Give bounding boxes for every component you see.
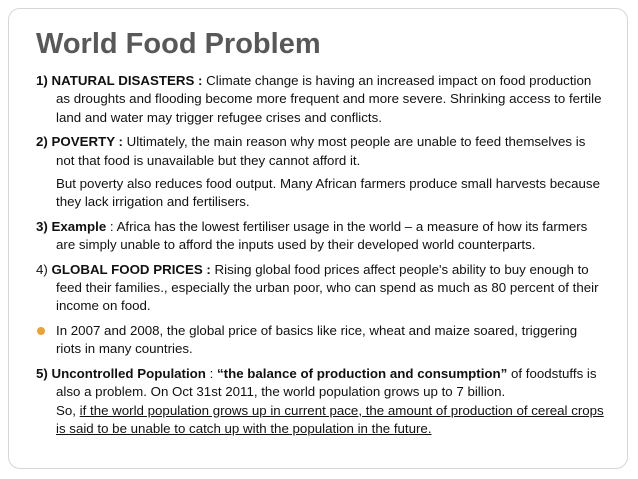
poverty-line3: But poverty also reduces food output. Many African farmers produce small harvests because <box>56 176 600 192</box>
poverty-line4: they lack irrigation and fertilisers. <box>56 194 250 210</box>
global-food-prices-text: Rising global food prices affect people's ability to buy enough to <box>210 261 589 277</box>
global-food-prices-prefix: 4) <box>36 261 52 277</box>
bullet-item-price-riots <box>36 322 604 359</box>
population-line3-prefix: So, <box>56 402 80 418</box>
natural-disasters-text: Climate change is having an increased impact on food production <box>202 73 592 88</box>
natural-disasters-line3: land and water may trigger refugee crises and conflicts. <box>56 109 382 125</box>
poverty-label: 2) POVERTY : <box>36 134 123 150</box>
population-line3 <box>56 402 604 420</box>
population-line4 <box>56 420 604 438</box>
global-food-prices-label: GLOBAL FOOD PRICES : <box>51 261 211 277</box>
slide-content <box>36 72 604 444</box>
global-food-prices-line3: income on food. <box>56 298 151 314</box>
slide-title: World Food Problem <box>36 28 321 60</box>
natural-disasters-label: 1) NATURAL DISASTERS : <box>36 73 203 88</box>
paragraph-global-food-prices <box>36 261 604 316</box>
poverty-line2: not that food is unavailable but they cannot afford it. <box>56 152 361 168</box>
price-riots-line2: riots in many countries. <box>56 341 193 357</box>
example-text: : Africa has the lowest fertiliser usage in the world – a measure of how its farmers <box>106 218 588 234</box>
paragraph-natural-disasters <box>36 72 604 127</box>
bullet-dot-icon <box>37 327 45 335</box>
paragraph-poverty <box>36 133 604 212</box>
paragraph-uncontrolled-population <box>36 365 604 439</box>
population-line3-underlined: if the world population grows up in current pace, the amount of production of cereal crops <box>79 402 604 418</box>
population-line4-underlined: is said to be unable to catch up with the population in the future. <box>56 420 432 436</box>
population-quote: “the balance of production and consumption” <box>217 365 508 381</box>
population-text: of foodstuffs is <box>507 365 597 381</box>
example-line2: are simply unable to afford the inputs used by their developed world counterparts. <box>56 237 536 253</box>
population-sep: : <box>205 365 217 381</box>
paragraph-example <box>36 218 604 255</box>
global-food-prices-line2: feed their families., especially the urban poor, who can spend as much as 80 percent of their <box>56 280 599 296</box>
population-line2: also a problem. On Oct 31st 2011, the world population grows up to 7 billion. <box>56 384 506 400</box>
natural-disasters-line2: as droughts and flooding become more frequent and more severe. Shrinking access to fertile <box>56 91 602 107</box>
example-label: 3) Example <box>36 218 107 234</box>
price-riots-line1: In 2007 and 2008, the global price of basics like rice, wheat and maize soared, triggering <box>56 322 578 338</box>
population-label: 5) Uncontrolled Population <box>36 365 206 381</box>
poverty-text: Ultimately, the main reason why most people are unable to feed themselves is <box>122 134 586 150</box>
